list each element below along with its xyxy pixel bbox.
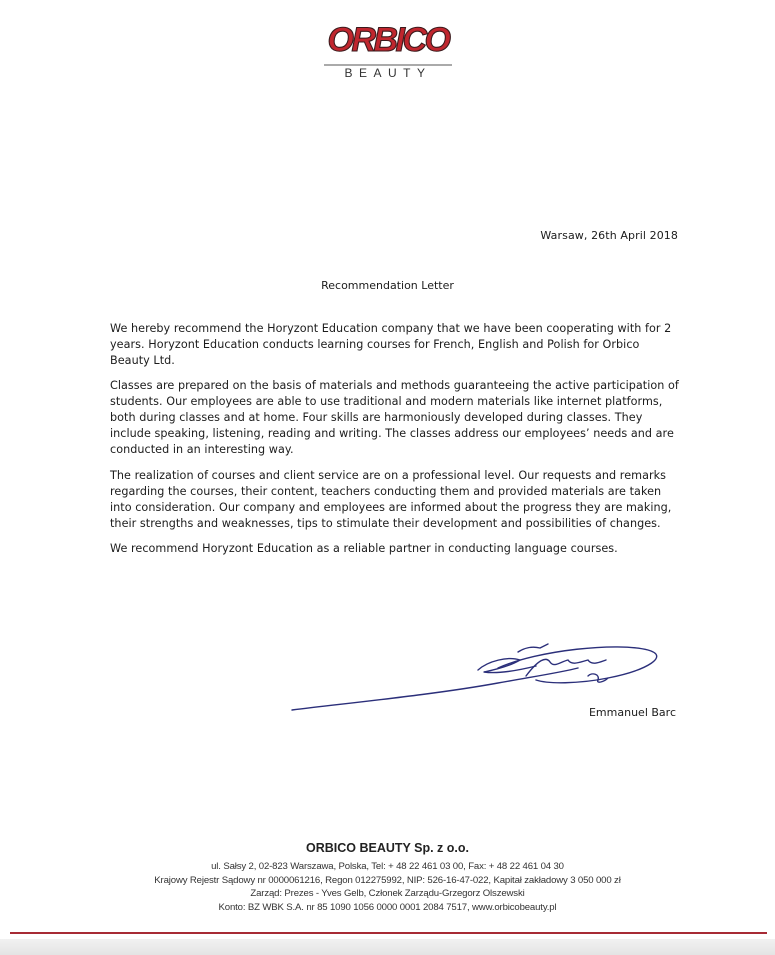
letter-body (110, 321, 682, 566)
paragraph-3: The realization of courses and client service are on a professional level. Our requests and remarks regarding the courses, their content, teachers conducting them and provided materials are taken into consideration. Our company and employees are informed about the progress they are making, their strengths and weaknesses, tips to stimulate their development and possibilities of changes. (110, 468, 672, 531)
letter-date: Warsaw, 26th April 2018 (540, 229, 678, 242)
page-bottom-edge (0, 939, 775, 955)
footer-bank-account: Konto: BZ WBK S.A. nr 85 1090 1056 0000 0001 2084 7517, www.orbicobeauty.pl (218, 901, 557, 913)
footer-address: ul. Sałsy 2, 02-823 Warszawa, Polska, Tel: + 48 22 461 03 00, Fax: + 48 22 461 04 30 (211, 861, 564, 872)
footer-registry: Krajowy Rejestr Sądowy nr 0000061216, Regon 012275992, NIP: 526-16-47-022, Kapitał zakładowy 3 050 000 zł (154, 874, 621, 886)
paragraph-1: We hereby recommend the Horyzont Education company that we have been cooperating with for 2 years. Horyzont Education conducts learning courses for French, English and Polish for Orbico Beauty Ltd. (110, 322, 672, 368)
letter-title: Recommendation Letter (321, 279, 454, 292)
orbico-beauty-logo (288, 24, 488, 80)
paragraph-2: Classes are prepared on the basis of materials and methods guaranteeing the active participation of students. Our employees are able to use traditional and modern materials like internet platforms, both during classes and at home. Four skills are harmoniously developed during classes. They include speaking, listening, reading and writing. The classes address our employees’ needs and are conducted in an interesting way. (110, 378, 679, 457)
signature-graphic (288, 636, 663, 716)
logo-sub-text: BEAUTY (344, 66, 432, 80)
handwritten-signature (288, 636, 663, 716)
footer-company-name: ORBICO BEAUTY Sp. z o.o. (306, 841, 469, 855)
company-footer (0, 841, 775, 914)
footer-divider (10, 932, 767, 934)
logo-graphic (288, 24, 488, 80)
footer-board: Zarząd: Prezes - Yves Gelb, Członek Zarządu-Grzegorz Olszewski (250, 888, 525, 900)
paragraph-4: We recommend Horyzont Education as a reliable partner in conducting language courses. (110, 542, 618, 556)
signer-name: Emmanuel Barc (588, 706, 676, 719)
logo-brand-text: ORBICO (327, 24, 449, 59)
